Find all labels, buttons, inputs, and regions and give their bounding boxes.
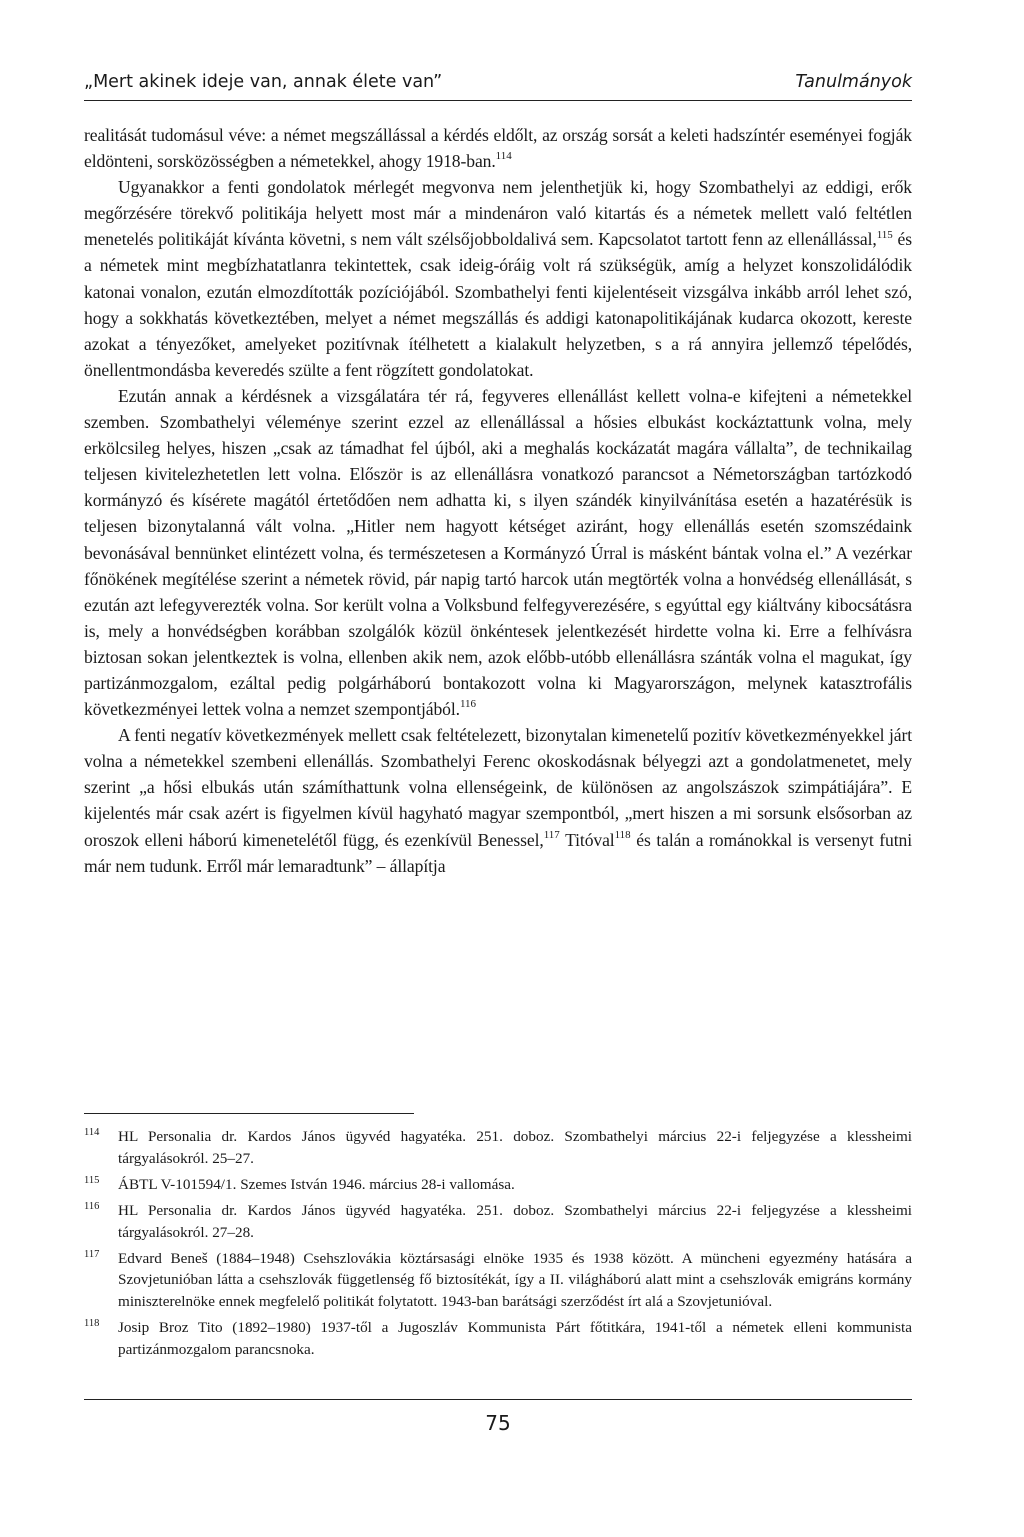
running-header [84, 72, 912, 92]
footnote-text: Edvard Beneš (1884–1948) Csehszlovákia köztársasági elnöke 1935 és 1938 között. A müncheni egyezmény hatására a Szovjetunióban látta a csehszlovák függetlenség fő biztosítékát, így a II. világháború alatt mint a csehszlovák emigráns kormány miniszterelnöke ennek megfelelő politikát folytatott. 1943-ban barátsági szerződést írt alá a Szovjetunióval. [118, 1249, 912, 1311]
footnote [84, 1200, 912, 1244]
footer-divider [84, 1399, 912, 1400]
footnote-ref-117[interactable]: 117 [543, 828, 560, 841]
footnote-number: 116 [84, 1200, 100, 1212]
running-title: „Mert akinek ideje van, annak élete van” [84, 72, 443, 92]
footnote [84, 1126, 912, 1170]
footnote-ref-118[interactable]: 118 [614, 828, 631, 841]
paragraph-text: és a németek mint megbízhatatlanra tekintettek, csak ideig-óráig volt rá szükségük, amíg a helyzet konszolidálódik katonai vonalon, ezután elmozdították pozíciójából. Szombathelyi fenti kijelentéseit vizsgálva inkább arról lehet szó, hogy a sokkhatás következtében, melyet a német megszállás és addigi katonapolitikájának kudarca okozott, kereste azokat a tényezőket, amelyeket pozitívnak ítélhetett a kialakult helyzetben, s a rá annyira jellemző tépelődés, önellentmondásba keveredés szülte a fent rögzített gondolatokat. [84, 229, 912, 380]
footnote-text: HL Personalia dr. Kardos János ügyvéd hagyatéka. 251. doboz. Szombathelyi március 22-i feljegyzése a klessheimi tárgyalásokról. 25–27. [118, 1128, 912, 1167]
footnote-text: HL Personalia dr. Kardos János ügyvéd hagyatéka. 251. doboz. Szombathelyi március 22-i feljegyzése a klessheimi tárgyalásokról. 27–28. [118, 1201, 912, 1241]
paragraph-text: és talán a románokkal is versenyt futni már nem tudunk. Erről már lemaradtunk” – állapítja [84, 829, 913, 876]
paragraph-3 [84, 383, 912, 722]
footnote-ref-115[interactable]: 115 [876, 228, 893, 241]
footnote [84, 1248, 912, 1314]
paragraph-1 [84, 122, 912, 174]
book-page [84, 0, 912, 1537]
paragraph-text: realitását tudomásul véve: a német megszállással a kérdés eldőlt, az ország sorsát a keleti hadszíntér eseményei fogják eldönteni, sorsközösségben a németekkel, ahogy 1918-ban. [84, 125, 912, 172]
footnote-text: Josip Broz Tito (1892–1980) 1937-től a Jugoszláv Kommunista Párt főtitkára, 1941-től a németek elleni kommunista partizánmozgalom parancsnoka. [118, 1319, 912, 1359]
header-divider [84, 100, 912, 101]
footnotes [84, 1126, 912, 1365]
main-text [84, 122, 912, 879]
footnote-text: ÁBTL V-101594/1. Szemes István 1946. március 28-i vallomása. [118, 1175, 515, 1193]
footnote-number: 118 [84, 1318, 100, 1330]
paragraph-2 [84, 174, 912, 383]
footnote-number: 115 [84, 1174, 100, 1186]
paragraph-text: Ezután annak a kérdésnek a vizsgálatára tér rá, fegyveres ellenállást kellett volna-e kifejteni a németekkel szemben. Szombathelyi véleménye szerint ezzel az ellenállással a hősies elbukást kockáztattunk volna, mely erkölcsileg helyes, hiszen „csak az támadhat fel újból, aki a meghalás kockázatát magára vállalta”, de technikailag teljesen kivitelezhetetlen lett volna. Először is az ellenállásra vonatkozó parancsot a Németországban tartózkodó kormányzó és kísérete magától értetődően nem adhatta ki, s ilyen szándék kinyilvánítása esetén a hazatérésük is teljesen bizonytalanná vált volna. „Hitler nem hagyott kétséget aziránt, hogy ellenállás esetén szomszédaink bevonásával bennünket elintézett volna, és természetesen a Kormányzó Úrral is másként bántak volna el.” A vezérkar főnökének megítélése szerint a németek rövid, pár napig tartó harcok után megtörték volna a honvédség ellenállását, s ezután azt lefegyverezték volna. Sor került volna a Volksbund felfegyverezésére, s egyúttal egy kiáltvány kibocsátásra is, mely a honvédségben korábban szolgálók közül önkéntesek jelentkezését hirdette volna ki. Erre a felhívásra biztosan sokan jelentkeztek is volna, ellenben akik nem, azok előbb-utóbb ellenállásra szánták volna el magukat, így partizánmozgalom, ezáltal pedig polgárháború bontakozott volna ki Magyarországon, melynek katasztrofális következményei lettek volna a nemzet szempontjából. [84, 385, 912, 720]
footnote-ref-114[interactable]: 114 [495, 150, 512, 163]
footnote-number: 117 [84, 1248, 100, 1260]
section-name: Tanulmányok [795, 72, 912, 92]
page-number: 75 [485, 1411, 511, 1435]
footnote-number: 114 [84, 1127, 100, 1138]
paragraph-text: Titóval [559, 829, 615, 850]
footnote [84, 1174, 912, 1196]
footnote-ref-116[interactable]: 116 [459, 698, 477, 711]
footnote [84, 1317, 912, 1361]
paragraph-text: A fenti negatív következmények mellett csak feltételezett, bizonytalan kimenetelű pozitív következményekkel járt volna a németekkel szembeni ellenállás. Szombathelyi Ferenc okoskodásnak bélyegzi azt a gondolatmenetet, mely szerint „a hősi elbukás után számíthattunk volna ellenségeink, de különösen az angolszászok szimpátiájára”. E kijelentés már csak azért is figyelmen kívül hagyható magyar szempontból, „mert hiszen a mi sorsunk elsősorban az oroszok elleni háború kimenetelétől függ, és ezenkívül Benessel, [84, 725, 912, 850]
paragraph-text: Ugyanakkor a fenti gondolatok mérlegét megvonva nem jelenthetjük ki, hogy Szombathelyi az eddigi, erők megőrzésére törekvő politikája helyett most már a mindenáron való kitartás és a németek mellett való feltétlen menetelés politikáját kívánta követni, s nem vált szélsőjobboldalivá sem. Kapcsolatot tartott fenn az ellenállással, [84, 177, 912, 250]
footnotes-divider [84, 1113, 414, 1114]
paragraph-4 [84, 722, 912, 879]
